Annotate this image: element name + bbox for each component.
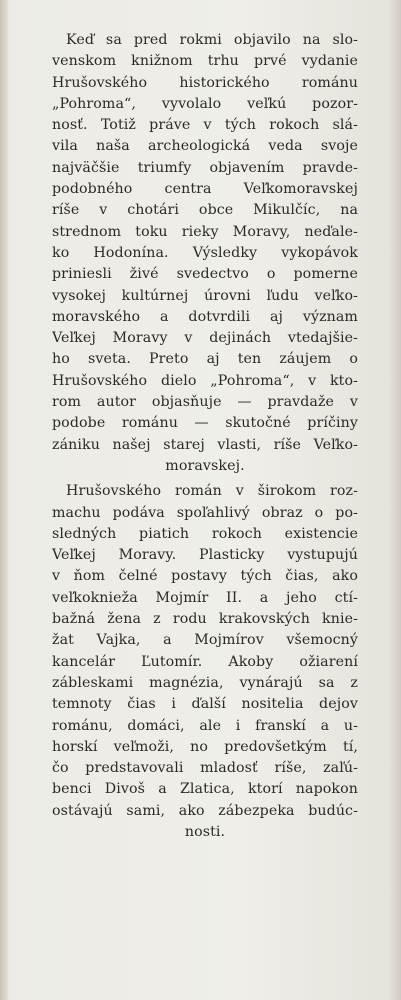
text-line: v ňom čelné postavy tých čias, ako — [52, 568, 358, 585]
text-line: nosti. — [184, 823, 226, 840]
text-line: podobného centra Veľkomoravskej — [52, 181, 358, 198]
text-line: Hrušovského dielo „Pohroma“, v kto- — [52, 372, 358, 389]
text-line: vila naša archeologická veda svoje — [52, 138, 358, 155]
page-left-edge — [0, 0, 8, 1000]
text-line: ríše v chotári obce Mikulčíc, na — [52, 202, 358, 219]
text-line: zábleskami magnézia, vynárajú sa z — [52, 674, 358, 691]
text-line: machu podáva spoľahlivý obraz o po- — [52, 504, 358, 521]
text-line: Veľkej Moravy. Plasticky vystupujú — [52, 547, 358, 564]
text-line: ho sveta. Preto aj ten záujem o — [52, 351, 358, 368]
text-line: kancelár Ľutomír. Akoby ožiarení — [52, 653, 358, 670]
text-line: moravského a dotvrdili aj význam — [52, 308, 358, 325]
text-line: zániku našej starej vlasti, ríše Veľko- — [52, 436, 358, 453]
text-line: moravskej. — [165, 457, 245, 474]
text-line: veľkokniežа Mojmír II. a jeho ctí- — [52, 589, 358, 606]
text-line: žat Vajka, a Mojmírov všemocný — [52, 632, 358, 649]
text-line: temnoty čias i ďalší nositelia dejov — [52, 696, 358, 713]
text-line: Veľkej Moravy v dejinách vtedajšie- — [52, 330, 358, 347]
text-line: čo predstavovali mladosť ríše, zaľú- — [52, 760, 358, 777]
text-line: najväčšie triumfy objavením pravde- — [52, 159, 358, 176]
text-line: románu, domáci, ale i franskí a u- — [52, 717, 358, 734]
text-line: podobe románu — skutočné príčiny — [52, 415, 358, 432]
text-line: Hrušovského historického románu — [52, 74, 358, 91]
text-line: horskí veľmoži, no predovšetkým tí, — [52, 738, 358, 755]
page-right-edge — [387, 0, 401, 1000]
body-text — [52, 30, 358, 843]
text-line: priniesli živé svedectvo o pomerne — [52, 266, 358, 283]
text-line: sledných piatich rokoch existencie — [52, 525, 358, 542]
text-line: vysokej kultúrnej úrovni ľudu veľko- — [52, 287, 358, 304]
text-line: strednom toku rieky Moravy, neďale- — [52, 223, 358, 240]
text-line: venskom knižnom trhu prvé vydanie — [52, 53, 358, 70]
text-line: ko Hodonína. Výsledky vykopávok — [52, 244, 358, 261]
text-line: „Pohroma“, vyvolalo veľkú pozor- — [52, 95, 358, 112]
text-line: bažná žena z rodu krakovských knie- — [52, 611, 358, 628]
text-line: ostávajú sami, ako zábezpeka budúc- — [52, 802, 358, 819]
text-line: Hrušovského román v širokom roz- — [66, 483, 358, 500]
text-line: Keď sa pred rokmi objavilo na slo- — [66, 32, 358, 48]
text-line: rom autor objasňuje — pravdaže v — [52, 394, 358, 411]
text-line: benci Divoš a Zlatica, ktorí napokon — [52, 781, 358, 798]
text-line: nosť. Totiž práve v tých rokoch slá- — [52, 117, 358, 134]
